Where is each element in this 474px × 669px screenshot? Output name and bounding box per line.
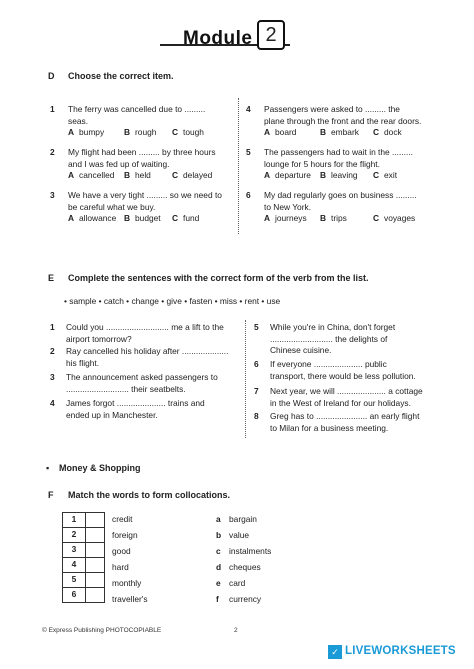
liveworksheets-logo (328, 641, 474, 663)
table-row (63, 543, 105, 558)
option-word: voyages (384, 213, 416, 223)
section-f-title: Match the words to form collocations. (68, 490, 231, 500)
sentence-text: airport tomorrow? (66, 333, 132, 344)
option-letter: C (172, 127, 179, 137)
option-word: trips (331, 213, 347, 223)
match-number: 6 (63, 588, 86, 603)
left-word: hard (112, 562, 129, 572)
sentence-text: If everyone ..................... public (270, 359, 387, 369)
option-letter: C (373, 170, 380, 180)
question-number: 5 (246, 147, 251, 157)
right-letter: a (216, 514, 221, 524)
question-number: 3 (50, 190, 55, 200)
liveworksheets-logo-text: LIVEWORKSHEETS (345, 645, 456, 658)
sentence-text: ........................... the delights of (270, 333, 388, 344)
option-word: cancelled (79, 170, 115, 180)
option-word: journeys (275, 213, 307, 223)
option-word: allowance (79, 213, 117, 223)
sentence-text: to Milan for a business meeting. (270, 422, 389, 433)
option-letter: C (373, 213, 380, 223)
match-number: 1 (63, 513, 86, 528)
table-row (63, 513, 105, 528)
question-text: The ferry was cancelled due to ......... (68, 104, 206, 114)
option-word: departure (275, 170, 311, 180)
sentence-text: Ray cancelled his holiday after .................... (66, 346, 229, 356)
section-d-letter: D (48, 71, 55, 81)
question-text: Passengers were asked to ......... the (264, 104, 400, 114)
left-word: traveller's (112, 594, 148, 604)
section-e-divider (245, 320, 246, 438)
question-text: seas. (68, 115, 89, 126)
sentence-number: 5 (254, 322, 259, 332)
option-word: tough (183, 127, 204, 137)
module-title: Module (183, 28, 253, 49)
option-letter: B (124, 170, 131, 180)
option-word: fund (183, 213, 200, 223)
option-letter: C (373, 127, 380, 137)
option-letter: A (68, 170, 75, 180)
right-word: cheques (229, 562, 261, 572)
right-word: currency (229, 594, 262, 604)
sentence-number: 6 (254, 359, 259, 369)
right-word: value (229, 530, 250, 540)
option-letter: C (172, 170, 179, 180)
sentence-text: his flight. (66, 357, 100, 368)
table-row (63, 588, 105, 603)
option-word: embark (331, 127, 359, 137)
money-heading: Money & Shopping (59, 463, 141, 473)
right-word: card (229, 578, 246, 588)
section-d-title: Choose the correct item. (68, 71, 174, 81)
right-word: bargain (229, 514, 257, 524)
option-letter: A (68, 213, 75, 223)
question-number: 1 (50, 104, 55, 114)
sentence-number: 7 (254, 386, 259, 396)
answer-box[interactable] (86, 588, 105, 603)
question-number: 4 (246, 104, 251, 114)
left-word: foreign (112, 530, 138, 540)
section-f-letter: F (48, 490, 54, 500)
table-row (63, 558, 105, 573)
answer-box[interactable] (86, 573, 105, 588)
question-text: and I was fed up of waiting. (68, 158, 170, 169)
left-word: good (112, 546, 131, 556)
sentence-text: in the West of Ireland for our holidays. (270, 397, 411, 408)
question-text: My flight had been ......... by three hours (68, 147, 216, 157)
right-letter: d (216, 562, 222, 572)
sentence-text: Chinese cuisine. (270, 345, 332, 355)
sentence-text: ended up in Manchester. (66, 409, 158, 420)
option-letter: A (264, 127, 271, 137)
footer-page-number: 2 (234, 627, 238, 634)
sentence-number: 8 (254, 411, 259, 421)
table-row (63, 573, 105, 588)
option-letter: A (264, 213, 271, 223)
sentence-text: Next year, we will ..................... a cottage (270, 386, 423, 396)
sentence-number: 4 (50, 398, 55, 408)
question-number: 2 (50, 147, 55, 157)
right-letter: b (216, 530, 222, 540)
question-text: be careful what we buy. (68, 201, 156, 212)
answer-box[interactable] (86, 528, 105, 543)
sentence-number: 2 (50, 346, 55, 356)
sentence-text: Greg has to ...................... an early flight (270, 411, 420, 421)
option-letter: A (68, 127, 75, 137)
question-text: My dad regularly goes on business ......... (264, 190, 417, 200)
option-letter: A (264, 170, 271, 180)
sentence-text: While you're in China, don't forget (270, 322, 396, 332)
option-letter: C (172, 213, 179, 223)
answer-box[interactable] (86, 558, 105, 573)
right-letter: c (216, 546, 221, 556)
option-word: held (135, 170, 151, 180)
question-number: 6 (246, 190, 251, 200)
sentence-number: 1 (50, 322, 55, 332)
sentence-text: Could you ........................... me a lift to the (66, 322, 224, 332)
question-text: to New York. (264, 201, 312, 212)
sentence-number: 3 (50, 372, 55, 382)
option-letter: B (124, 127, 131, 137)
section-e-title: Complete the sentences with the correct form of the verb from the list. (68, 273, 369, 283)
answer-box[interactable] (86, 513, 105, 528)
module-number: 2 (257, 20, 285, 50)
sentence-text: ........................... their seatbelts. (66, 383, 186, 394)
question-text: The passengers had to wait in the ......... (264, 147, 413, 157)
answer-box[interactable] (86, 543, 105, 558)
option-letter: B (320, 127, 327, 137)
option-word: delayed (183, 170, 213, 180)
option-word: budget (135, 213, 161, 223)
match-number: 3 (63, 543, 86, 558)
footer-copyright: © Express Publishing PHOTOCOPIABLE (42, 627, 162, 634)
right-word: instalments (229, 546, 272, 556)
option-letter: B (320, 170, 327, 180)
table-row (63, 528, 105, 543)
question-text: lounge for 5 hours for the flight. (264, 158, 380, 169)
sentence-text: The announcement asked passengers to (66, 372, 218, 382)
match-number: 5 (63, 573, 86, 588)
question-text: plane through the front and the rear doors. (264, 115, 422, 126)
option-letter: B (124, 213, 131, 223)
option-word: leaving (331, 170, 358, 180)
liveworksheets-icon: ✓ (328, 645, 342, 659)
section-d-divider (238, 98, 239, 234)
right-letter: f (216, 594, 219, 604)
left-word: credit (112, 514, 133, 524)
option-word: board (275, 127, 297, 137)
section-e-letter: E (48, 273, 55, 283)
sentence-text: transport, there would be less pollution. (270, 370, 416, 381)
option-word: rough (135, 127, 157, 137)
option-word: dock (384, 127, 402, 137)
question-text: We have a very tight ......... so we need to (68, 190, 222, 200)
money-bullet: ▪ (46, 463, 50, 473)
verb-list: • sample • catch • change • give • fasten • miss • rent • use (64, 296, 281, 306)
right-letter: e (216, 578, 221, 588)
sentence-text: James forgot ..................... trains and (66, 398, 205, 408)
match-number: 4 (63, 558, 86, 573)
option-word: exit (384, 170, 398, 180)
option-word: bumpy (79, 127, 105, 137)
left-word: monthly (112, 578, 142, 588)
collocation-table (62, 512, 105, 603)
match-number: 2 (63, 528, 86, 543)
option-letter: B (320, 213, 327, 223)
